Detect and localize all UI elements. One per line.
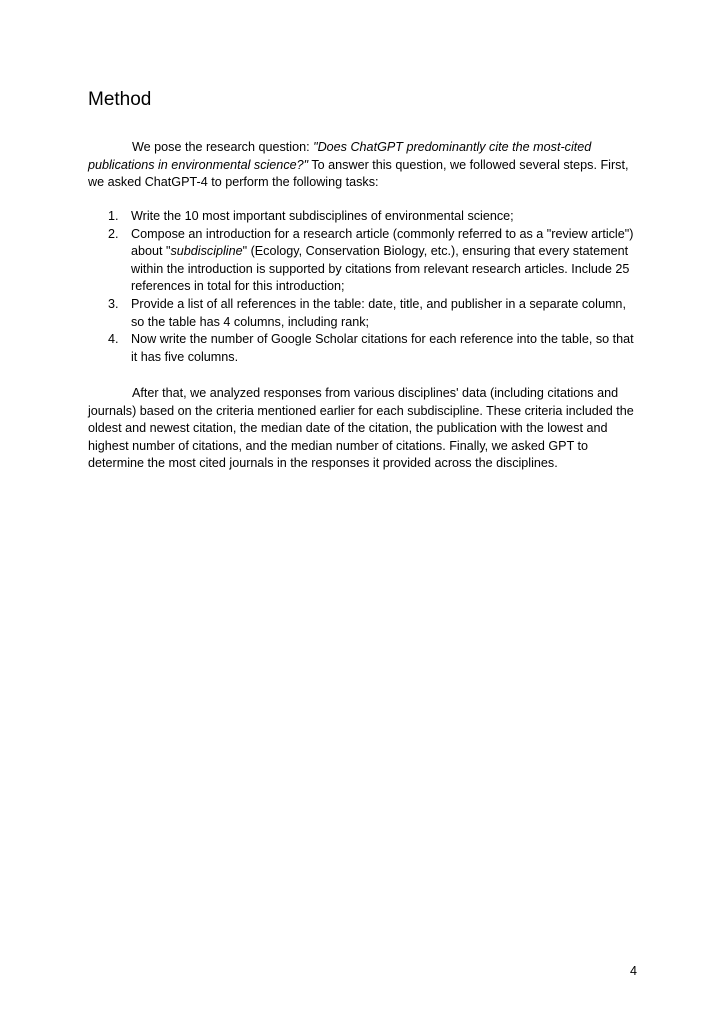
subdiscipline-placeholder: subdiscipline (170, 244, 243, 259)
intro-rest-text: To answer this question, we followed several steps. First, we asked ChatGPT-4 to perform the following tasks: (88, 157, 629, 190)
list-item (88, 296, 636, 331)
list-item (88, 208, 636, 226)
list-item-number: 2. (108, 226, 119, 241)
list-item (88, 226, 636, 296)
list-item-text-part: Compose an introduction for a research article (commonly referred to as a "review article") about " (131, 226, 634, 259)
list-item-text: Provide a list of all references in the table: date, title, and publisher in a separate column, so the table has 4 columns, including rank; (131, 296, 626, 329)
list-item-number: 3. (108, 296, 119, 311)
list-item (88, 331, 636, 366)
intro-lead-text: We pose the research question: (132, 140, 314, 154)
intro-paragraph (88, 139, 636, 192)
task-list (88, 208, 636, 366)
list-item-text-part: " (Ecology, Conservation Biology, etc.), ensuring that every statement within the introduction is supported by citations from relevant research articles. Include 25 references in total for this introduction; (131, 244, 630, 294)
analysis-paragraph: After that, we analyzed responses from various disciplines' data (including citations and journals) based on the criteria mentioned earlier for each subdiscipline. These criteria included the oldest and newest citation, the median date of the citation, the publication with the lowest and highest number of citations, and the median number of citations. Finally, we asked GPT to determine the most cited journals in the responses it provided across the disciplines. (88, 386, 634, 471)
page-number: 4 (629, 964, 637, 978)
list-item-text: Write the 10 most important subdisciplines of environmental science; (131, 209, 514, 223)
list-item-text (131, 227, 633, 294)
list-item-number: 1. (108, 209, 119, 223)
research-question: "Does ChatGPT predominantly cite the most-cited publications in environmental science?" (88, 140, 592, 172)
section-heading: Method (88, 89, 152, 110)
list-item-text: Now write the number of Google Scholar citations for each reference into the table, so that it has five columns. (131, 332, 634, 364)
list-item-number: 4. (108, 332, 119, 347)
